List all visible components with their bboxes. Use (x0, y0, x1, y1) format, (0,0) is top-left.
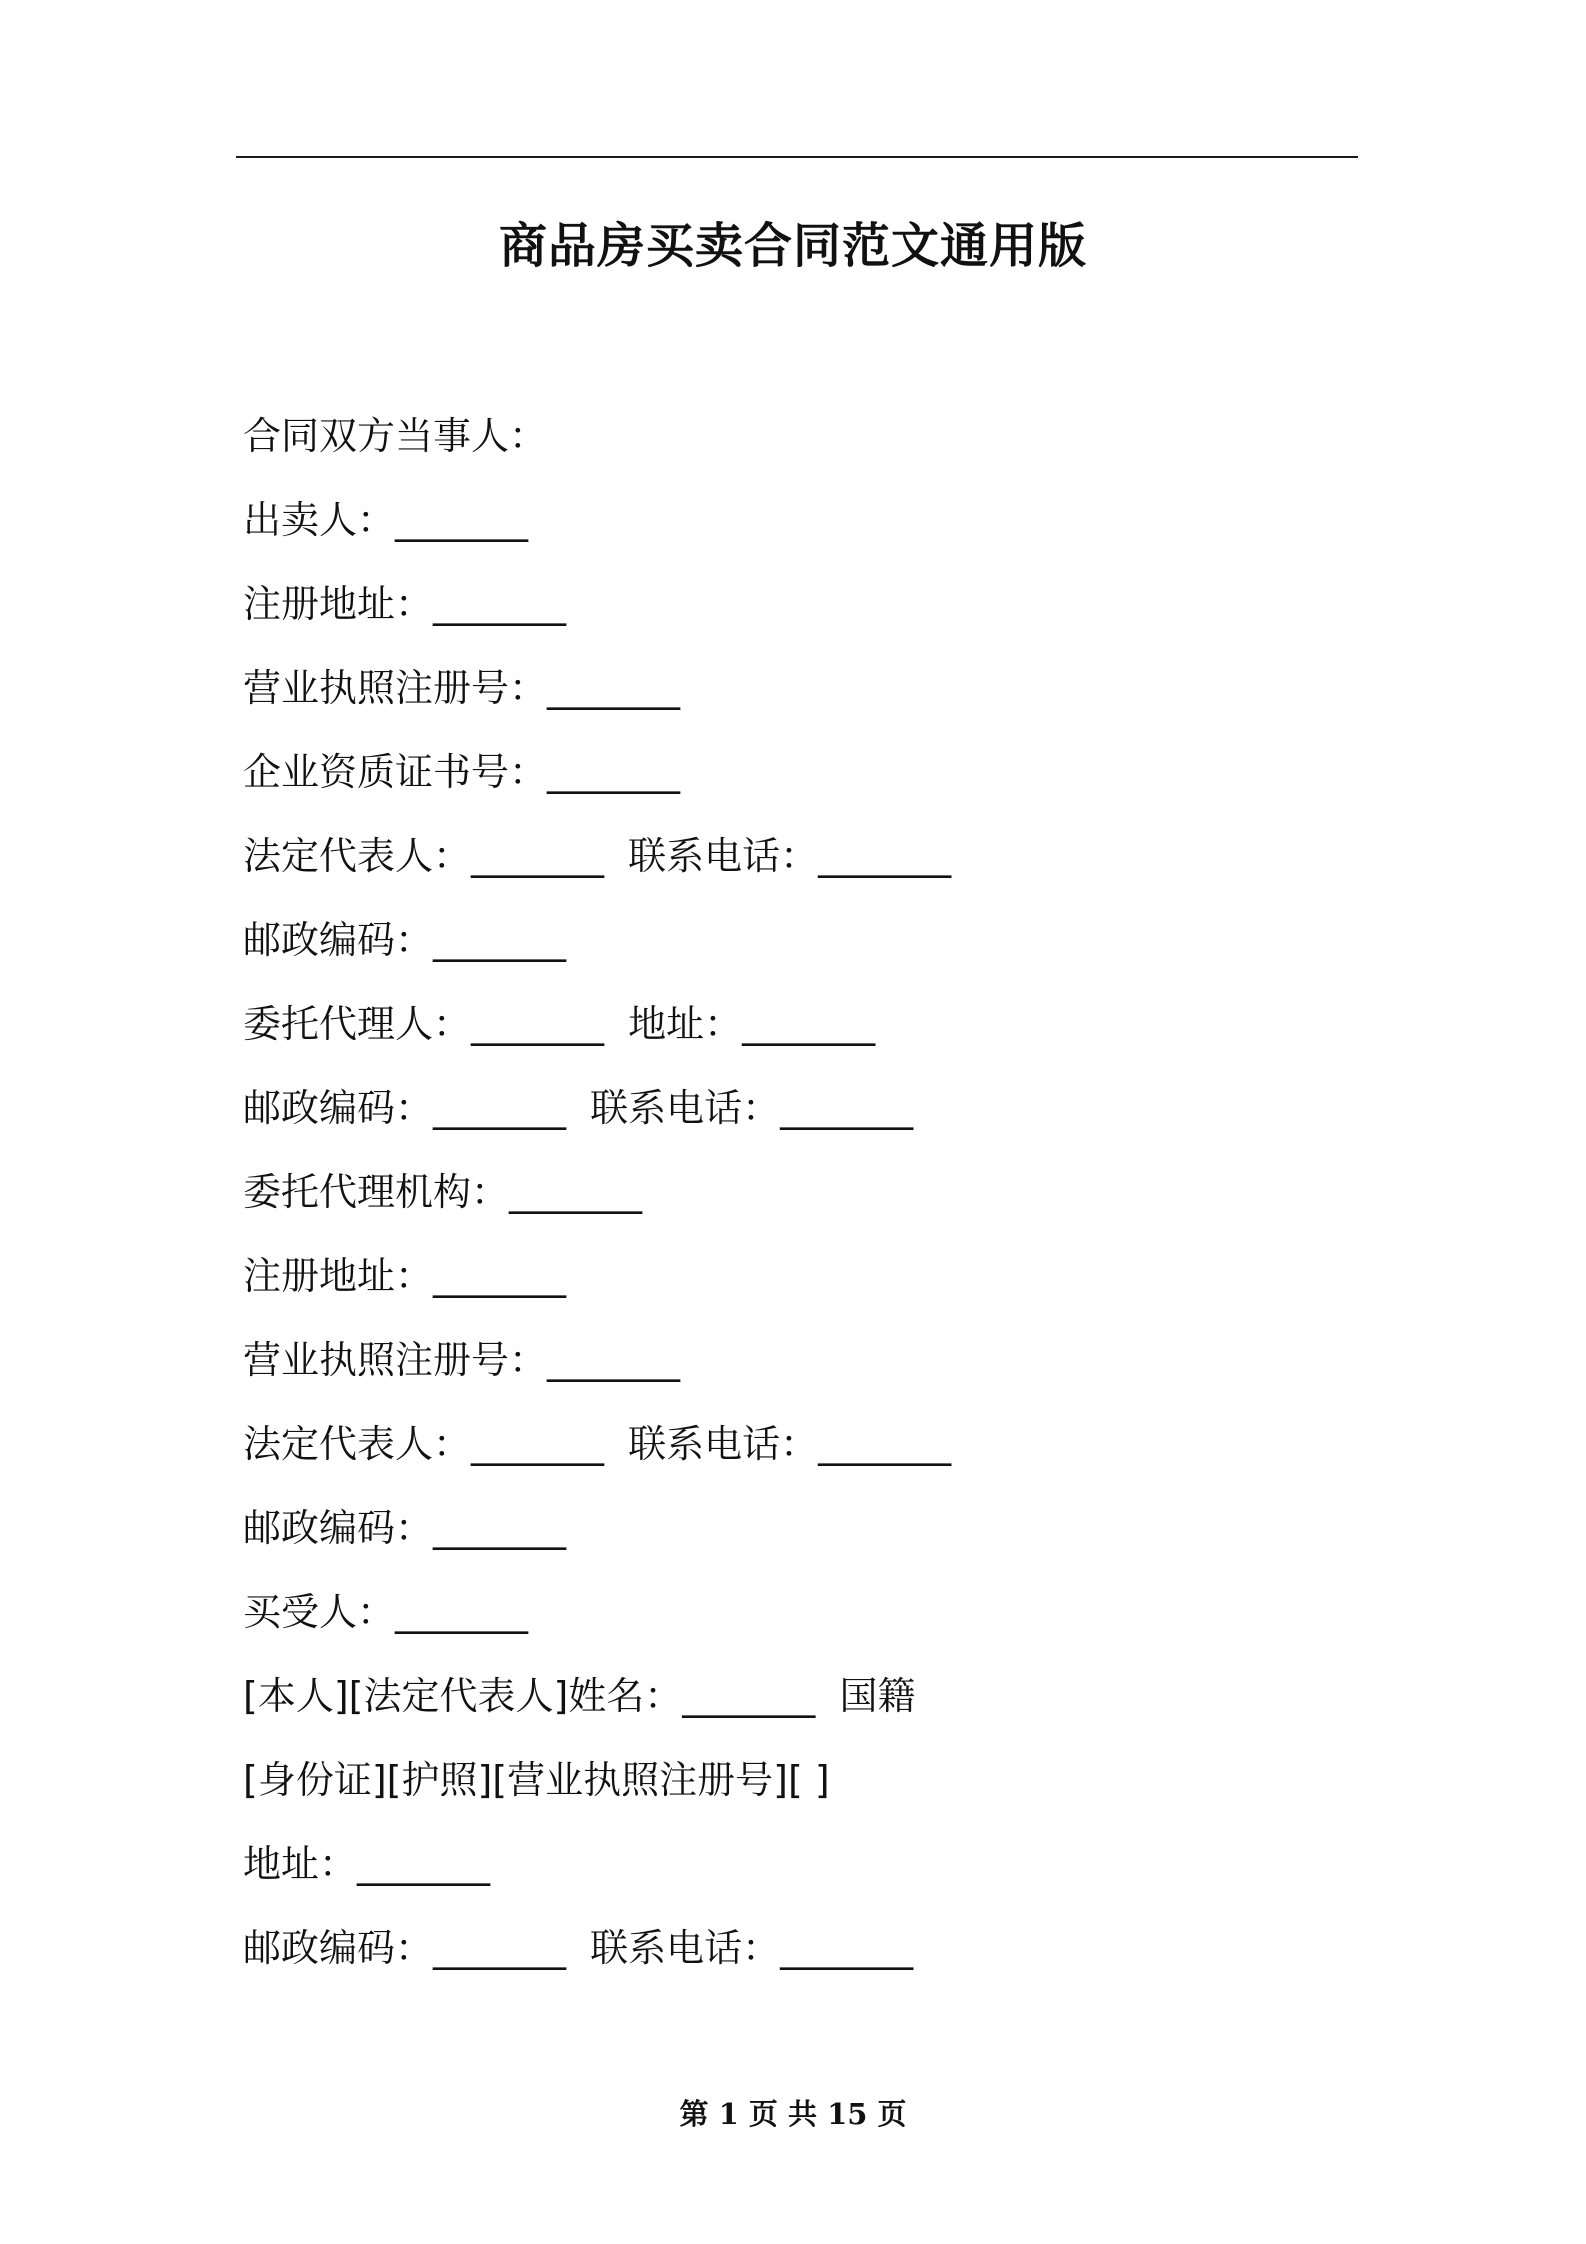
body-line: 地址：_______ (243, 1842, 491, 1886)
body-line: 营业执照注册号：_______ (243, 1338, 681, 1382)
footer-page-number: 1 (718, 2097, 739, 2131)
body-line: 注册地址：_______ (243, 582, 567, 626)
footer-page-total: 15 (827, 2097, 868, 2131)
body-line: 邮政编码：_______ (243, 918, 567, 962)
body-line: 委托代理人：_______ 地址：_______ (243, 1002, 876, 1046)
body-line: 企业资质证书号：_______ (243, 750, 681, 794)
contract-body (243, 406, 1343, 2002)
body-line: 邮政编码：_______ (243, 1506, 567, 1550)
body-line: 委托代理机构：_______ (243, 1170, 643, 1214)
body-line: 注册地址：_______ (243, 1254, 567, 1298)
body-line: 法定代表人：_______ 联系电话：_______ (243, 1422, 952, 1466)
body-line: [身份证][护照][营业执照注册号][ ] (243, 1758, 830, 1802)
body-line: 法定代表人：_______ 联系电话：_______ (243, 834, 952, 878)
footer-page-middle: 页 共 (748, 2097, 817, 2131)
document-title: 商品房买卖合同范文通用版 (498, 218, 1087, 274)
page-footer (0, 2090, 1586, 2138)
body-line: 合同双方当事人： (243, 414, 548, 458)
header-rule (236, 156, 1358, 158)
body-line: 邮政编码：_______ 联系电话：_______ (243, 1926, 914, 1970)
body-line: 营业执照注册号：_______ (243, 666, 681, 710)
body-line: [本人][法定代表人]姓名：_______ 国籍 (243, 1674, 916, 1718)
footer-page-suffix: 页 (877, 2097, 907, 2131)
footer-page-prefix: 第 (679, 2097, 709, 2131)
body-line: 出卖人：_______ (243, 498, 529, 542)
body-line: 买受人：_______ (243, 1590, 529, 1634)
body-line: 邮政编码：_______ 联系电话：_______ (243, 1086, 914, 1130)
